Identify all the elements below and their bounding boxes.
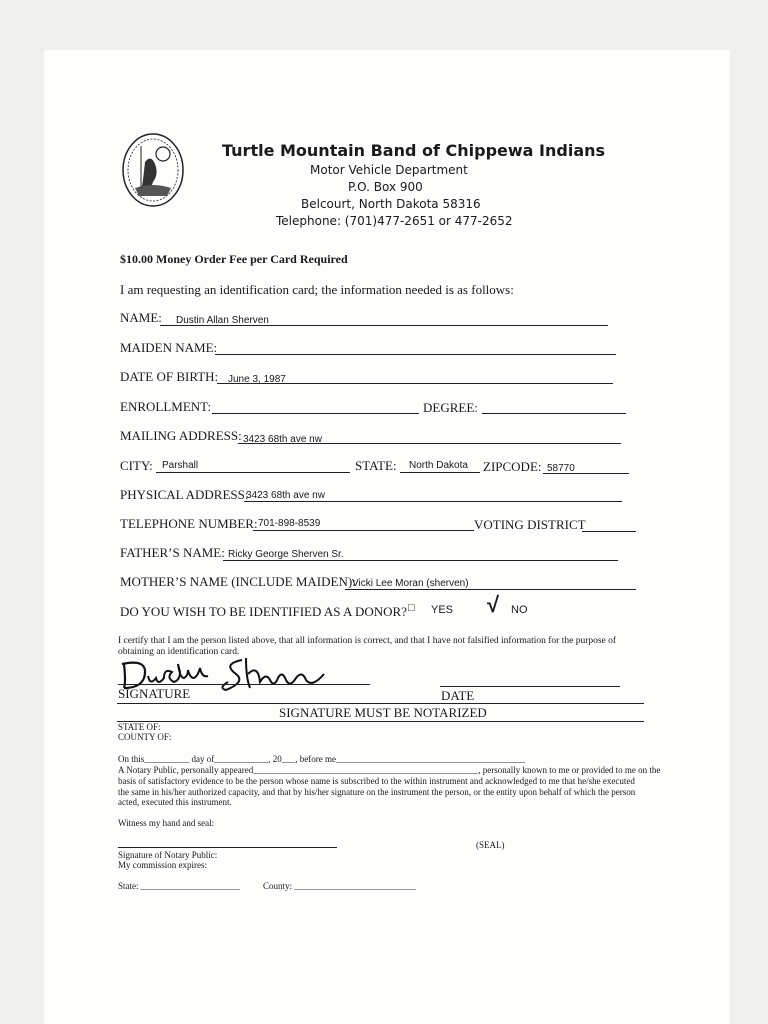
fathers-name-value[interactable]: Ricky George Sherven Sr. bbox=[228, 549, 344, 560]
donor-yes-checkbox[interactable]: □ bbox=[408, 602, 415, 614]
telephone-number-line[interactable] bbox=[253, 530, 474, 531]
physical-address-label: PHYSICAL ADDRESS: bbox=[120, 487, 249, 502]
state-line[interactable] bbox=[400, 472, 480, 473]
divider-bottom bbox=[117, 721, 644, 722]
commission-label: My commission expires: bbox=[118, 860, 207, 870]
voting-district-line[interactable] bbox=[582, 531, 636, 532]
date-line[interactable] bbox=[440, 686, 620, 687]
mothers-name-label: MOTHER’S NAME (INCLUDE MAIDEN): bbox=[120, 574, 356, 589]
notary-line-2: A Notary Public, personally appeared__________________________________________________, personally known to me or provided to me on the bbox=[118, 765, 661, 775]
notary-state-field[interactable]: State: ______________________ bbox=[118, 881, 240, 891]
mailing-address-value[interactable]: 3423 68th ave nw bbox=[243, 434, 322, 445]
zipcode-value[interactable]: 58770 bbox=[547, 463, 575, 474]
telephone: Telephone: (701)477-2651 or 477-2652 bbox=[276, 214, 513, 228]
fee-notice: $10.00 Money Order Fee per Card Required bbox=[120, 252, 348, 266]
name-label: NAME: bbox=[120, 310, 162, 325]
enrollment-label: ENROLLMENT: bbox=[120, 399, 212, 414]
notary-line-1: On this__________ day of____________, 20___, before me__________________________________________ bbox=[118, 754, 525, 764]
notary-line-3: basis of satisfactory evidence to be the person whose name is subscribed to the within instrument and acknowledged to me that he/she executed bbox=[118, 776, 635, 786]
checkmark-icon[interactable]: √ bbox=[487, 592, 500, 617]
physical-address-line[interactable] bbox=[244, 501, 622, 502]
donor-yes-label: YES bbox=[431, 604, 454, 616]
po-box: P.O. Box 900 bbox=[348, 180, 423, 194]
notary-line-4: the same in his/her authorized capacity, and that by his/her signature on the instrument the person, or the entity upon behalf of which the person bbox=[118, 787, 636, 797]
zipcode-label: ZIPCODE: bbox=[483, 459, 542, 474]
enrollment-line[interactable] bbox=[212, 413, 419, 414]
seal-label: (SEAL) bbox=[476, 840, 505, 850]
tribal-seal-logo bbox=[121, 132, 185, 208]
mailing-address-label: MAILING ADDRESS: bbox=[120, 428, 242, 443]
state-of-label: STATE OF: bbox=[118, 722, 161, 732]
mothers-name-line[interactable] bbox=[345, 589, 636, 590]
donor-question: DO YOU WISH TO BE IDENTIFIED AS A DONOR? bbox=[120, 604, 407, 619]
state-value[interactable]: North Dakota bbox=[409, 460, 468, 471]
degree-label: DEGREE: bbox=[423, 400, 478, 415]
notary-line-5: acted, executed this instrument. bbox=[118, 797, 232, 807]
dept-name: Motor Vehicle Department bbox=[310, 163, 468, 177]
divider-top bbox=[117, 703, 644, 704]
notary-county-field[interactable]: County: ___________________________ bbox=[263, 881, 416, 891]
fathers-name-label: FATHER’S NAME: bbox=[120, 545, 225, 560]
notarized-heading: SIGNATURE MUST BE NOTARIZED bbox=[279, 705, 487, 720]
maiden-name-label: MAIDEN NAME: bbox=[120, 340, 218, 355]
telephone-number-label: TELEPHONE NUMBER: bbox=[120, 516, 258, 531]
city-line[interactable] bbox=[156, 472, 350, 473]
witness-text: Witness my hand and seal: bbox=[118, 818, 215, 828]
certify-text: I certify that I am the person listed above, that all information is correct, and that I have not falsified information for the purpose of obtaining an identification card. bbox=[118, 636, 617, 657]
dob-label: DATE OF BIRTH: bbox=[120, 369, 219, 384]
notary-signature-label: Signature of Notary Public: bbox=[118, 850, 218, 860]
dob-value[interactable]: June 3, 1987 bbox=[228, 374, 286, 385]
degree-line[interactable] bbox=[482, 413, 626, 414]
donor-no-label: NO bbox=[511, 604, 528, 616]
county-of-label: COUNTY OF: bbox=[118, 732, 172, 742]
date-label: DATE bbox=[441, 688, 475, 703]
intro-text: I am requesting an identification card; the information needed is as follows: bbox=[120, 282, 514, 297]
city-label: CITY: bbox=[120, 458, 153, 473]
fathers-name-line[interactable] bbox=[223, 560, 618, 561]
physical-address-value[interactable]: 3423 68th ave nw bbox=[246, 490, 325, 501]
telephone-number-value[interactable]: 701-898-8539 bbox=[258, 518, 321, 529]
city-value[interactable]: Parshall bbox=[162, 460, 199, 471]
signature-label: SIGNATURE bbox=[118, 686, 191, 701]
org-title: Turtle Mountain Band of Chippewa Indians bbox=[222, 141, 606, 160]
state-label: STATE: bbox=[355, 458, 397, 473]
mothers-name-value[interactable]: Vicki Lee Moran (sherven) bbox=[352, 578, 469, 589]
maiden-name-line[interactable] bbox=[215, 354, 616, 355]
notary-signature-line[interactable] bbox=[118, 847, 337, 848]
name-value[interactable]: Dustin Allan Sherven bbox=[176, 315, 269, 326]
address-city: Belcourt, North Dakota 58316 bbox=[301, 197, 481, 211]
voting-district-label: VOTING DISTRICT bbox=[474, 517, 586, 532]
signature-line[interactable] bbox=[118, 684, 370, 685]
